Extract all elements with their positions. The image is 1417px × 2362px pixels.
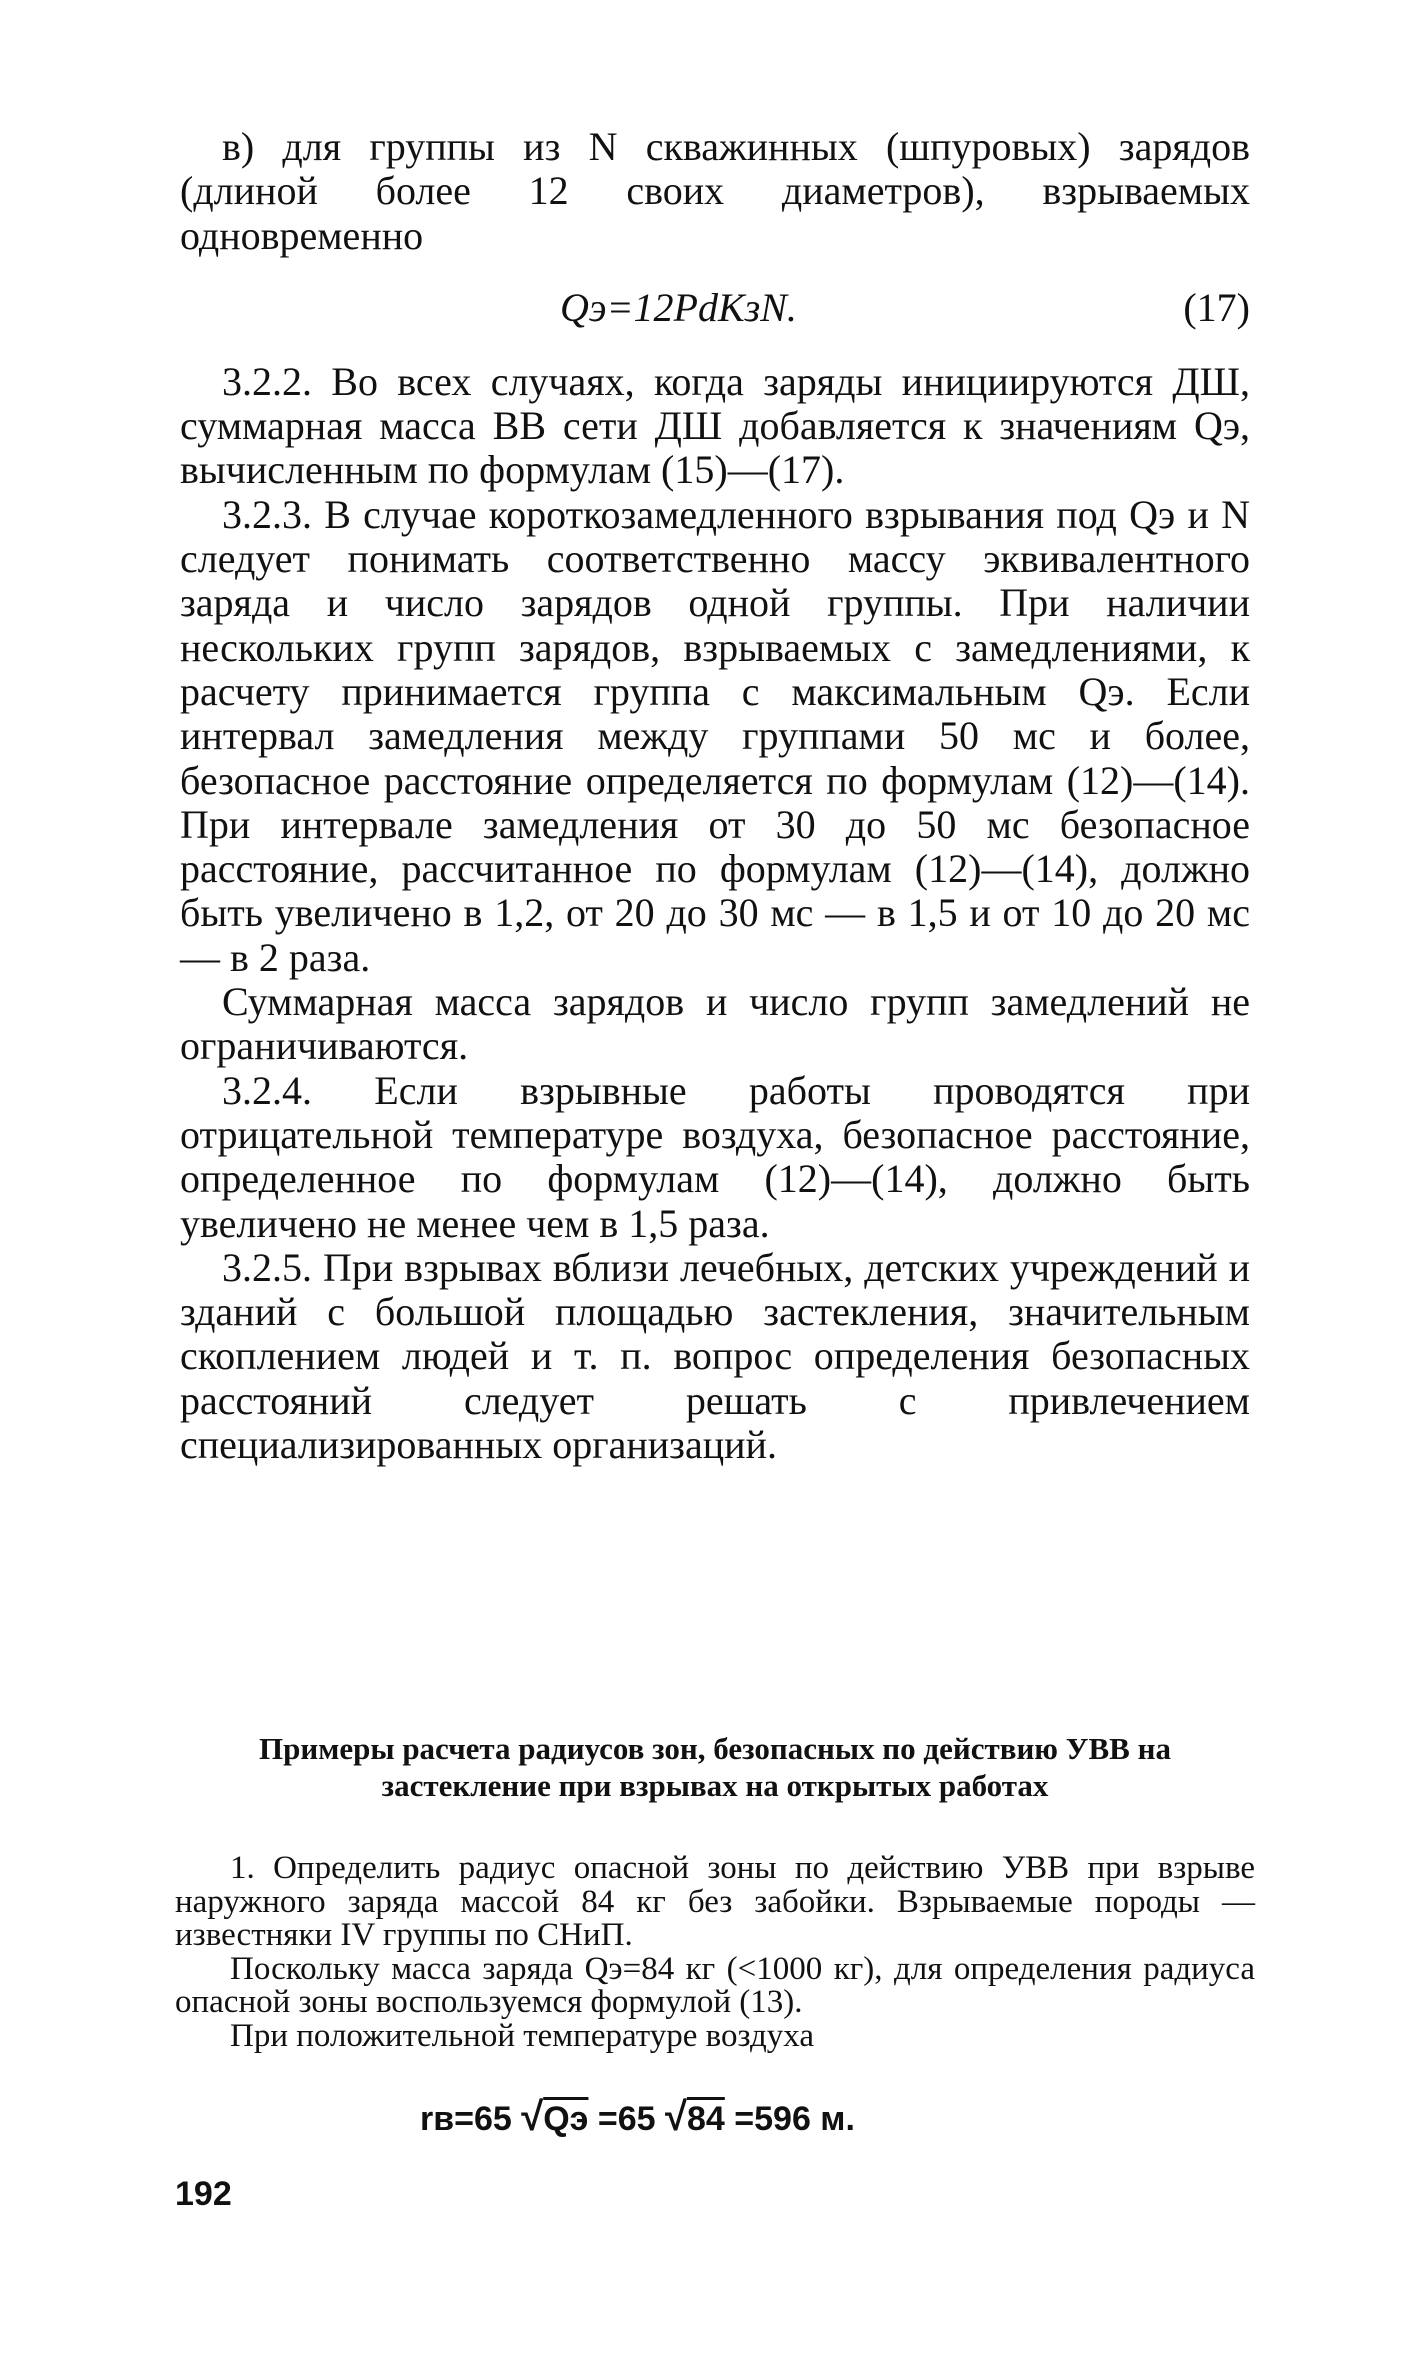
paragraph-summary: Суммарная масса зарядов и число групп замедлений не ограничиваются. <box>180 979 1250 1069</box>
formula-radius <box>420 2095 1020 2140</box>
formula-rhs: =596 м. <box>734 2100 855 2138</box>
section-heading: Примеры расчета радиусов зон, безопасных по действию УВВ на застекление при взрывах на открытых работах <box>259 1731 1171 1803</box>
paragraph-3-2-2: 3.2.2. Во всех случаях, когда заряды инициируются ДШ, суммарная масса ВВ сети ДШ добавляется к значениям Qэ, вычисленным по формулам (15)—(17). <box>180 358 1250 493</box>
paragraph-3-2-4: 3.2.4. Если взрывные работы проводятся при отрицательной температуре воздуха, безопасное расстояние, определенное по формулам (12)—(14), должно быть увеличено не менее чем в 1,5 раза. <box>180 1067 1250 1246</box>
paragraph-3-2-3: 3.2.3. В случае короткозамедленного взрывания под Qэ и N следует понимать соответственно массу эквивалентного заряда и число зарядов одной группы. При наличии нескольких групп зарядов, взрываемых с замедлениями, к расчету принимается группа с максимальным Qэ. Если интервал замедления между группами 50 мс и более, безопасное расстояние определяется по формулам (12)—(14). При интервале замедления от 30 до 50 мс безопасное расстояние, рассчитанное по формулам (12)—(14), должно быть увеличено в 1,2, от 20 до 30 мс — в 1,5 и от 10 до 20 мс — в 2 раза. <box>180 491 1250 980</box>
sqrt-icon: √ <box>521 2095 544 2139</box>
page-number: 192 <box>175 2175 232 2213</box>
example-2: Поскольку масса заряда Qэ=84 кг (<1000 кг), для определения радиуса опасной зоны воспользуемся формулой (13). <box>175 1950 1255 2020</box>
sqrt-icon: √ <box>665 2095 687 2139</box>
paragraph-3-2-5: 3.2.5. При взрывах вблизи лечебных, детских учреждений и зданий с большой площадью застекления, значительным скоплением людей и т. п. вопрос определения безопасных расстояний следует решать с привлечением специализированных организаций. <box>180 1244 1250 1468</box>
equation-number-17: (17) <box>1183 284 1250 330</box>
main-text <box>180 125 1250 1467</box>
radicand-2: 84 <box>687 2100 725 2138</box>
example-1: 1. Определить радиус опасной зоны по действию УВВ при взрыве наружного заряда массой 84 кг без забойки. Взрываемые породы — известняки IV группы по СНиП. <box>175 1850 1255 1953</box>
examples-text <box>175 1852 1255 2053</box>
example-3: При положительной температуре воздуха <box>230 2017 814 2054</box>
paragraph-v: в) для группы из N скважинных (шпуровых) зарядов (длиной более 12 своих диаметров), взрываемых одновременно <box>180 124 1250 258</box>
formula-lhs: rв=65 <box>420 2100 512 2138</box>
formula-17-block <box>180 264 1250 356</box>
radicand-1: Qэ <box>543 2100 589 2138</box>
formula-17: Qэ=12PdKзN. <box>560 284 797 330</box>
formula-mid: =65 <box>597 2100 656 2138</box>
